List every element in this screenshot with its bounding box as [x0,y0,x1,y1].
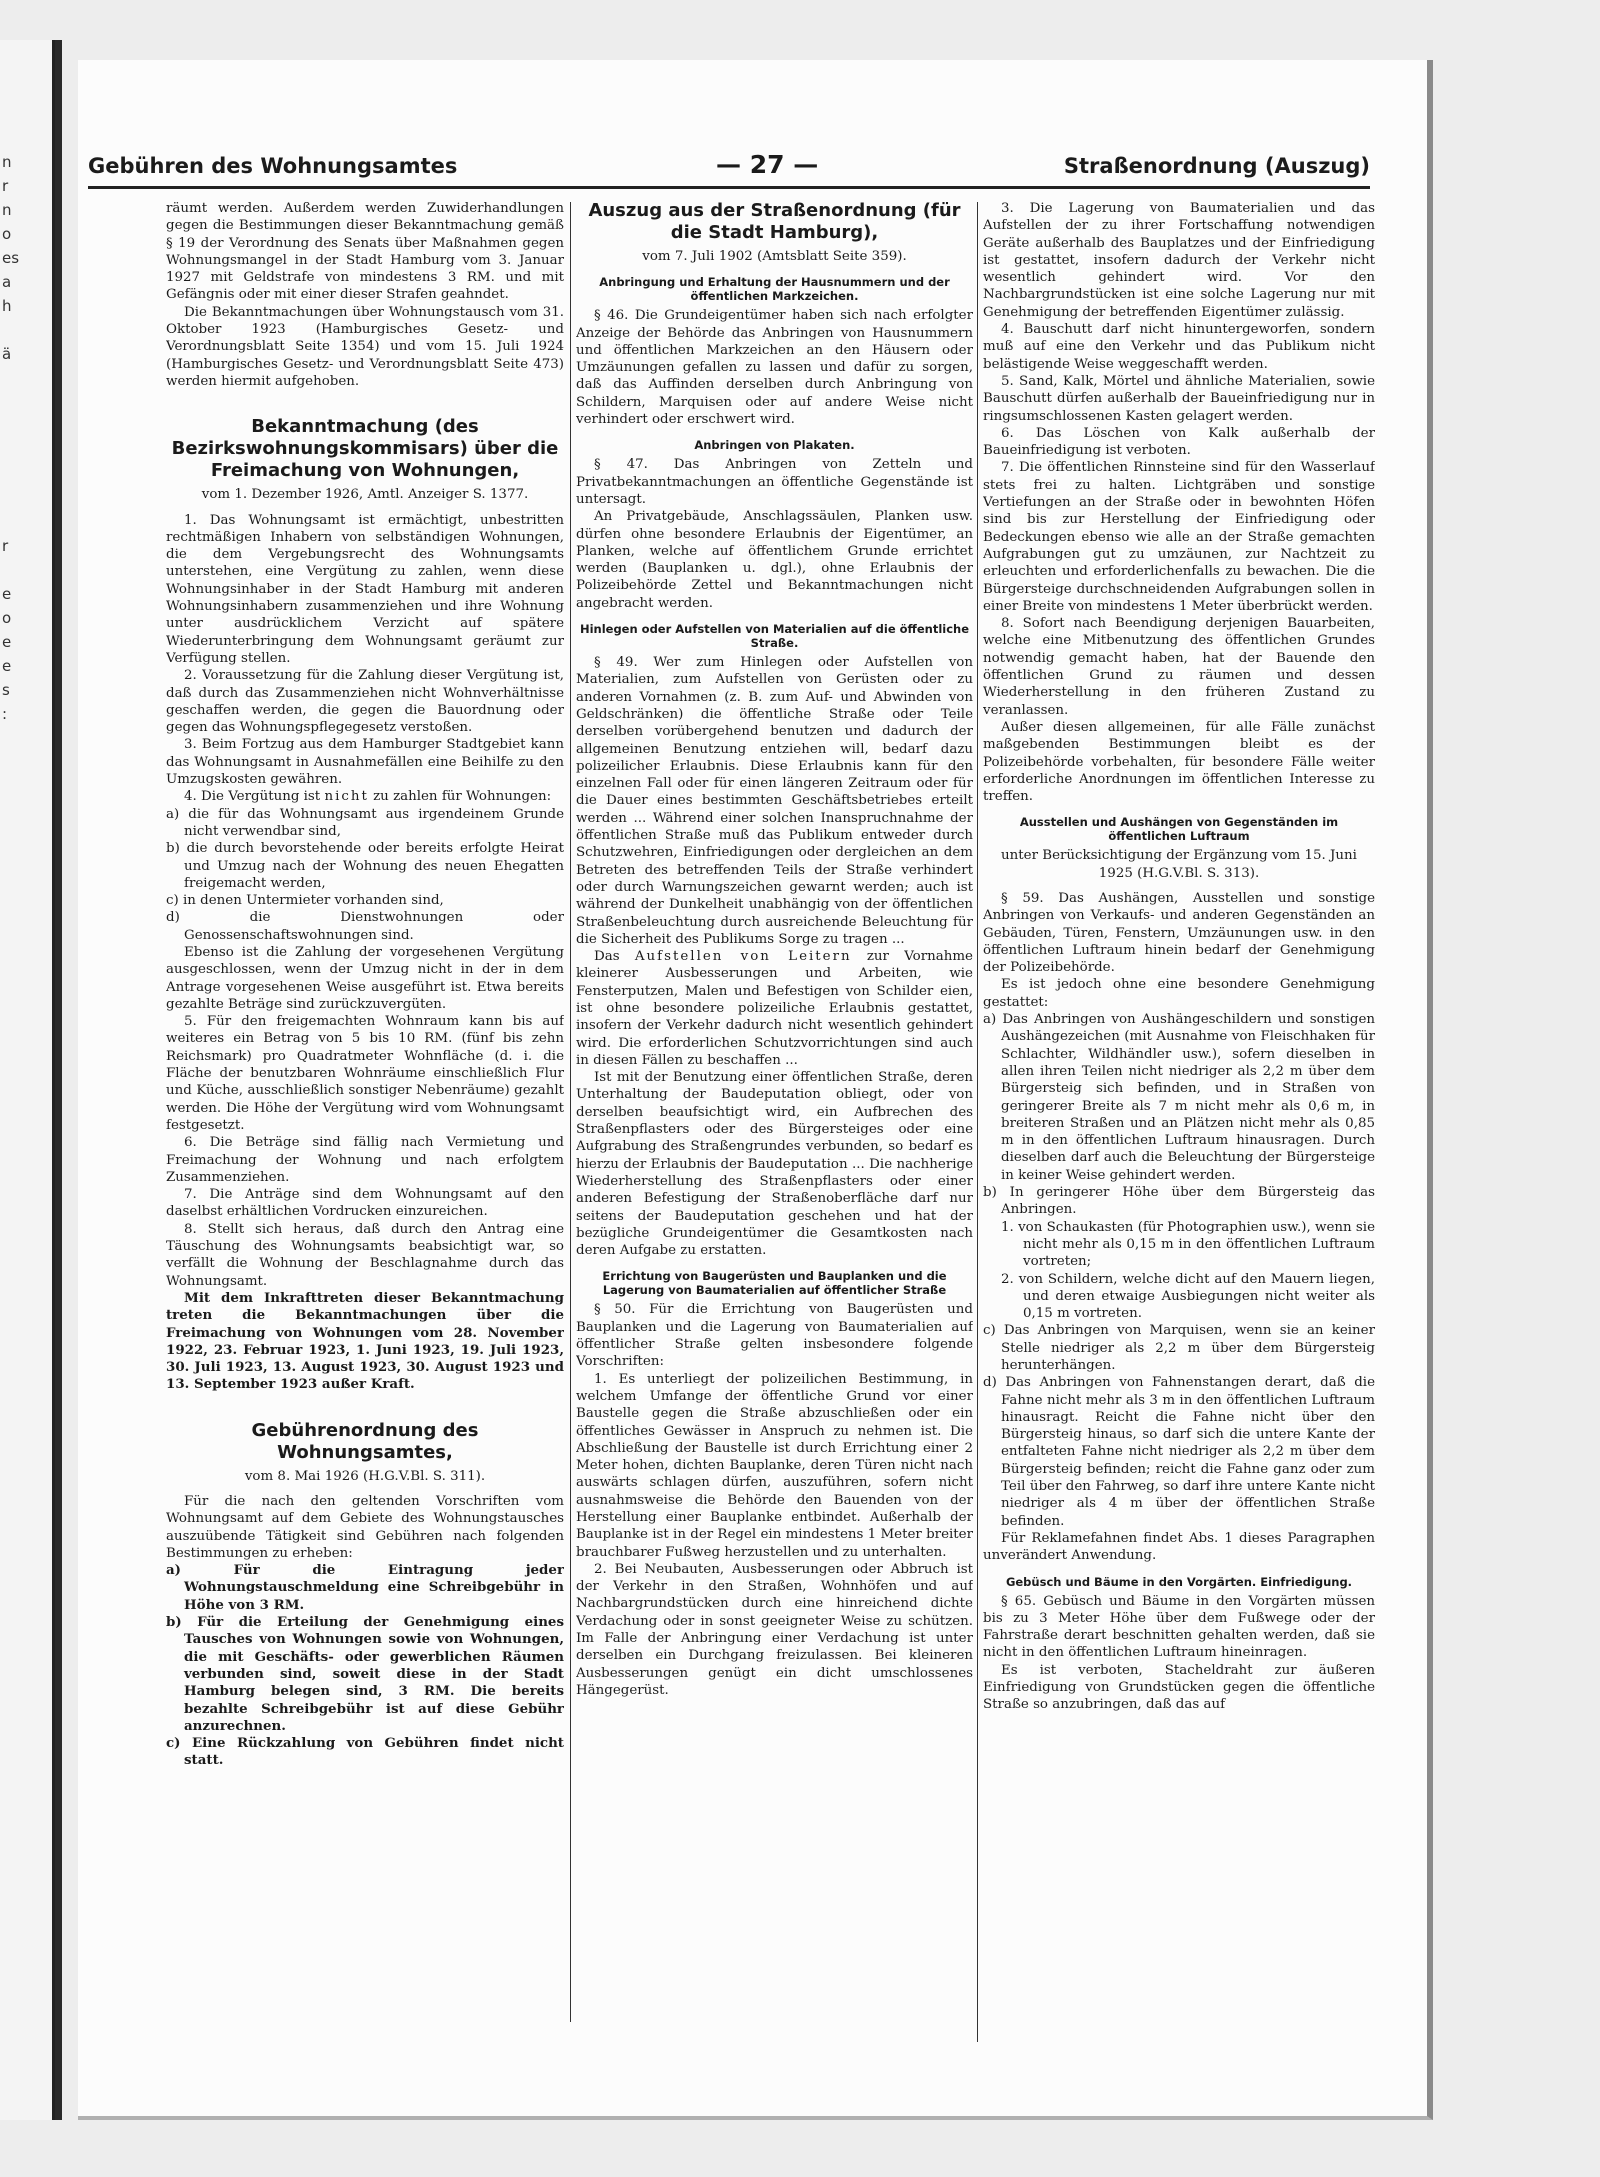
paragraph: 3. Die Lagerung von Baumaterialien und das Aufstellen der zu ihrer Fortschaffung notwendigen Geräte außerhalb des Bauplatzes und der Einfriedigung ist gestattet, insofern dadurch der Verkehr nicht wesentlich gehindert wird. Vor den Nachbargrundstücken ist eine solche Lagerung nur mit Genehmigung der betreffenden Eigentümer zulässig. [983,201,1375,320]
column-1 [166,200,564,1770]
paragraph: § 65. Gebüsch und Bäume in den Vorgärten müssen bis zu 3 Meter Höhe über dem Fußwege oder der Fahrstraße derart beschnitten gehalten werden, daß sie nicht in den öffentlichen Luftraum hineinragen. [983,1593,1375,1661]
margin-mark [2,390,42,414]
margin-mark: ä [2,345,12,363]
margin-mark: : [2,705,8,723]
section-title-freimachung: Bekanntmachung (des Bezirkswohnungskommisars) über die Freimachung von Wohnungen, [171,416,559,482]
subheading: Errichtung von Baugerüsten und Bauplanken und die Lagerung von Baumaterialien auf öffentlicher Straße [602,1269,947,1298]
margin-mark: r [2,537,9,555]
margin-mark: n [2,153,12,171]
paragraph: 5. Für den freigemachten Wohnraum kann bis auf weiteres ein Betrag von 5 bis 10 RM. (fünf bis zehn Reichsmark) pro Quadratmeter Wohnfläche (d. i. die Fläche der benutzbaren Wohnräume einschließlich Flur und Küche, ausschließlich sonstiger Nebenräume) gezahlt werden. Die Höhe der Vergütung wird vom Wohnungsamt festgesetzt. [166,1014,564,1133]
margin-mark: n [2,201,12,219]
page-number: — 27 — [716,150,819,179]
paragraph: 5. Sand, Kalk, Mörtel und ähnliche Materialien, sowie Bauschutt dürfen außerhalb der Baueinfriedigung nur in ringsumschlossenen Kasten gelagert werden. [983,373,1375,424]
margin-mark [2,462,42,486]
text: 4. Die Vergütung ist [184,789,325,805]
list-item: c) Das Anbringen von Marquisen, wenn sie an keiner Stelle niedriger als 2,2 m über dem Bürgersteig herunterhängen. [983,1323,1375,1373]
margin-mark: a [2,273,12,291]
margin-mark [2,750,42,774]
list-item: a) Das Anbringen von Aushängeschildern und sonstigen Aushängezeichen (mit Ausnahme von Fleischhaken für Schlachter, Wildhändler usw.), sofern dieselben in allen ihren Teilen nicht niedriger als 2,2 m über dem Bürgersteig sich befinden, und in Straßen von geringerer Breite als 7 m nicht mehr als 0,6 m, in breiteren Straßen und an Plätzen nicht mehr als 0,85 m in den öffentlichen Luftraum hinausragen. Durch dieselben darf auch die Beleuchtung der Bürgersteige in keiner Weise gehindert werden. [983,1012,1375,1183]
column-2 [576,200,973,1699]
paragraph: Für Reklamefahnen findet Abs. 1 dieses Paragraphen unverändert Anwendung. [983,1530,1375,1564]
paragraph: § 50. Für die Errichtung von Baugerüsten und Bauplanken und die Lagerung von Baumaterialien auf öffentlicher Straße gelten insbesondere folgende Vorschriften: [576,1302,973,1370]
book-spine [55,40,62,2120]
paragraph: § 47. Das Anbringen von Zetteln und Privatbekanntmachungen an öffentliche Gegenstände ist untersagt. [576,457,973,507]
paragraph: An Privatgebäude, Anschlagssäulen, Planken usw. dürfen ohne besondere Erlaubnis der Eigentümer, an Planken, welche auf öffentlichem Grunde errichtet werden (Bauplanken u. dgl.), ohne Erlaubnis der Polizeibehörde Zettel und Bekanntmachungen nicht angebracht werden. [576,509,973,611]
paragraph: 7. Die Anträge sind dem Wohnungsamt auf den daselbst erhältlichen Vordrucken einzureichen. [166,1187,564,1220]
column-divider-1 [570,202,571,2022]
section-subtitle: vom 1. Dezember 1926, Amtl. Anzeiger S. 1377. [201,487,529,503]
subheading: Anbringung und Erhaltung der Hausnummern und der öffentlichen Markzeichen. [599,275,950,304]
paragraph: Außer diesen allgemeinen, für alle Fälle zunächst maßgebenden Bestimmungen bleibt es der Polizeibehörde vorbehalten, für besondere Fälle weiter erforderliche Anordnungen im öffentlichen Interesse zu treffen. [983,719,1375,805]
list-item: b) die durch bevorstehende oder bereits erfolgte Heirat und Umzug nach der Wohnung des neuen Ehegatten freigemacht werden, [166,841,564,891]
paragraph: 8. Stellt sich heraus, daß durch den Antrag eine Täuschung des Wohnungsamts beabsichtigt war, so verfällt die Wohnung der Beschlagnahme durch das Wohnungsamt. [166,1221,564,1289]
paragraph: 4. Bauschutt darf nicht hinuntergeworfen, sondern muß auf eine den Verkehr und das Publikum nicht belästigende Weise weggeschafft werden. [983,322,1375,372]
text: Das [594,949,635,965]
section-title-gebuehrenordnung: Gebührenordnung des Wohnungsamtes, [251,1419,479,1463]
paragraph: 1. Das Wohnungsamt ist ermächtigt, unbestritten rechtmäßigen Inhabern von selbständigen Wohnungen, die dem Vergebungsrecht des Wohnungsamts unterstehen, eine Vergütung zu zahlen, wenn diese Wohnungsinhaber in der Stadt Hamburg mit anderen Wohnungsinhabern zusammenziehen und ihre Wohnung unter ausdrücklichem Verzicht auf spätere Wiederunterbringung dem Wohnungsamt geräumt zur Verfügung stellen. [166,512,564,666]
spaced-text: Aufstellen von Leitern [634,949,852,965]
header-rule [88,186,1370,189]
subheading: Hinlegen oder Aufstellen von Materialien auf die öffentliche Straße. [579,622,970,651]
paragraph: Ist mit der Benutzung einer öffentlichen Straße, deren Unterhaltung der Baudeputation obliegt, oder von derselben beaufsichtigt wird, ein Aufbrechen des Straßenpflasters oder des Bürgersteiges oder eine Aufgrabung des Straßengrundes verbunden, so bedarf es hierzu der Erlaubnis der Baudeputation ... Die nachherige Wiederherstellung des Straßenpflasters oder einer anderen Befestigung der Straßenoberfläche darf nur seitens der Baudeputation geschehen und hat der bezügliche Grundeigentümer die Gesamtkosten nach deren Aufgabe zu erstatten. [576,1070,973,1259]
margin-mark [2,318,42,342]
page-header [88,98,1370,194]
margin-mark: e [2,585,12,603]
margin-mark: e [2,633,12,651]
paragraph: 7. Die öffentlichen Rinnsteine sind für den Wasserlauf stets frei zu halten. Lichtgräben und sonstige Vertiefungen an der Straße oder in bewohnten Höfen sind bis zur Herstellung der Einfriedigung oder Bedeckungen ebenso wie alle an der Straße gemachten Aufgrabungen gut zu umzäunen, zur Nachtzeit zu erleuchten und erforderlichenfalls zu bewachen. Die die Bürgersteige durchschneidenden Aufgrabungen sollen in einer Breite von mindestens 1 Meter überbrückt werden. [983,460,1375,614]
margin-mark: h [2,297,12,315]
subheading: Ausstellen und Aushängen von Gegenständen im öffentlichen Luftraum [1019,815,1339,844]
paragraph: 2. Voraussetzung für die Zahlung dieser Vergütung ist, daß durch das Zusammenziehen nicht Wohnverhältnisse geschaffen werden, die gegen die Bauordnung oder gegen das Wohnungspflegegesetz verstoßen. [166,668,564,736]
paragraph: Mit dem Inkrafttreten dieser Bekanntmachung treten die Bekanntmachungen über die Freimachung von Wohnungen vom 28. November 1922, 23. Februar 1923, 1. Juni 1923, 19. Juli 1923, 30. Juli 1923, 13. August 1923, 30. August 1923 und 13. September 1923 außer Kraft. [166,1289,564,1393]
margin-mark: r [2,177,9,195]
paragraph: Es ist verboten, Stacheldraht zur äußeren Einfriedigung von Grundstücken gegen die öffentliche Straße so anzubringen, daß das auf [983,1662,1375,1713]
margin-mark [2,726,42,750]
margin-mark [2,414,42,438]
section-title-strassenordnung: Auszug aus der Straßenordnung (für die Stadt Hamburg), [588,200,961,243]
margin-mark: e [2,657,12,675]
margin-mark [2,366,42,390]
margin-mark: es [2,249,20,267]
margin-mark [2,774,42,798]
header-left-title: Gebühren des Wohnungsamtes [88,154,458,178]
paragraph: § 59. Das Aushängen, Ausstellen und sonstige Anbringen von Verkaufs- und anderen Gegenständen an Gebäuden, Türen, Fenstern, Umzäunungen usw. in den öffentlichen Luftraum hinein bedarf der Genehmigung der Polizeibehörde. [983,890,1375,976]
margin-mark: o [2,609,12,627]
section-subtitle: vom 7. Juli 1902 (Amtsblatt Seite 359). [642,249,907,264]
list-item: c) Eine Rückzahlung von Gebühren findet nicht statt. [166,1735,564,1769]
paragraph: Die Bekanntmachungen über Wohnungstausch vom 31. Oktober 1923 (Hamburgisches Gesetz- und Verordnungsblatt Seite 1354) und vom 15. Juli 1924 (Hamburgisches Gesetz- und Verordnungsblatt Seite 473) werden hiermit aufgehoben. [166,304,564,389]
subheading: Anbringen von Plakaten. [694,438,855,453]
list-item: c) in denen Untermieter vorhanden sind, [166,893,444,909]
margin-marks [2,150,42,798]
text: zur Vornahme kleinerer Ausbesserungen und Arbeiten, wie Fensterputzen, Malen und Befestigen von Schilder eien, ist ohne besondere polizeiliche Erlaubnis gestattet, insofern der Verkehr dadurch nicht wesentlich gehindert wird. Die erforderlichen Schutzvorrichtungen sind auch in diesen Fällen zu beschaffen ... [576,949,973,1068]
list-item: d) Das Anbringen von Fahnenstangen derart, daß die Fahne nicht mehr als 3 m in den öffentlichen Luftraum hinausragt. Reicht die Fahne nicht über den Bürgersteig hinaus, so darf sich die untere Kante der entfalteten Fahne nicht niedriger als 2,2 m über dem Bürgersteig befinden; reicht die Fahne ganz oder zum Teil über den Fahrweg, so darf ihre untere Kante nicht niedriger als 4 m über der öffentlichen Straße befinden. [983,1375,1375,1529]
margin-mark [2,486,42,510]
paragraph [576,948,973,1069]
paragraph: Ebenso ist die Zahlung der vorgesehenen Vergütung ausgeschlossen, wenn der Umzug nicht in der in dem Antrage vorgesehenen Weise ausgeführt ist. Etwa bereits gezahlte Beträge sind zurückzuvergüten. [166,944,564,1012]
paragraph: 6. Das Löschen von Kalk außerhalb der Baueinfriedigung ist verboten. [983,425,1375,459]
paragraph: Es ist jedoch ohne eine besondere Genehmigung gestattet: [983,977,1375,1010]
margin-mark [2,510,42,534]
section-subtitle: unter Berücksichtigung der Ergänzung vom 15. Juni 1925 (H.G.V.Bl. S. 313). [1001,848,1357,881]
header-right-title: Straßenordnung (Auszug) [1063,154,1370,178]
paragraph: räumt werden. Außerdem werden Zuwiderhandlungen gegen die Bestimmungen dieser Bekanntmachung gemäß § 19 der Verordnung des Senats über Maßnahmen gegen Wohnungsmangel in der Stadt Hamburg vom 3. Januar 1927 mit Geldstrafe von mindestens 3 RM. und mit Gefängnis oder mit einer dieser Strafen geahndet. [166,201,564,303]
list-item: b) In geringerer Höhe über dem Bürgersteig das Anbringen. [983,1185,1375,1218]
list-item: b) Für die Erteilung der Genehmigung eines Tausches von Wohnungen sowie von Wohnungen, die mit Geschäfts- oder gewerblichen Räumen verbunden sind, soweit diese in der Stadt Hamburg belegen sind, 3 RM. Die bereits bezahlte Schreibgebühr ist auf diese Gebühr anzurechnen. [166,1614,564,1734]
list-item: a) Für die Eintragung jeder Wohnungstauschmeldung eine Schreibgebühr in Höhe von 3 RM. [166,1562,564,1613]
list-item: a) die für das Wohnungsamt aus irgendeinem Grunde nicht verwendbar sind, [166,806,564,839]
margin-mark: s [2,681,10,699]
paragraph: 2. Bei Neubauten, Ausbesserungen oder Abbruch ist der Verkehr in den Straßen, Wohnhöfen und auf Nachbargrundstücken durch eine hinreichend dichte Verdachung oder in sonst geeigneter Weise zu schützen. Im Falle der Anbringung einer Verdachung ist unter derselben ein Durchgang freizulassen. Bei kleineren Ausbesserungen genügt ein dicht umschlossenes Hängegerüst. [576,1561,973,1698]
column-3 [983,200,1375,1714]
paragraph: 8. Sofort nach Beendigung derjenigen Bauarbeiten, welche eine Mitbenutzung des öffentlichen Grundes notwendig gemacht haben, hat der Bauende den öffentlichen Grund zu räumen und dessen Wiederherstellung in den früheren Zustand zu veranlassen. [983,616,1375,718]
paragraph: § 49. Wer zum Hinlegen oder Aufstellen von Materialien, zum Aufstellen von Gerüsten oder zu anderen Vornahmen (z. B. zum Auf- und Abwinden von Geldschränken) die öffentliche Straße oder Teile derselben vorübergehend benutzen und dadurch der allgemeinen Benutzung entziehen will, bedarf dazu polizeilicher Erlaubnis. Diese Erlaubnis kann für den einzelnen Fall oder für einen längeren Zeitraum oder für die Dauer eines bestimmten Geschäftsbetriebes erteilt werden ... Während einer solchen Inanspruchnahme der öffentlichen Straße muß das Publikum entweder durch Schutzwehren, Einfriedigungen oder dergleichen an dem Betreten des betreffenden Teils der Straße verhindert oder durch Warnungszeichen gewarnt werden; auch ist während der Dunkelheit unabhängig von der öffentlichen Straßenbeleuchtung durch ausreichende Beleuchtung für die Sicherheit des Publikums Sorge zu tragen ... [576,655,973,947]
list-item: d) die Dienstwohnungen oder Genossenschaftswohnungen sind. [166,910,564,943]
list-item: 1. von Schaukasten (für Photographien usw.), wenn sie nicht mehr als 0,15 m in den öffentlichen Luftraum vortreten; [1001,1219,1375,1270]
margin-mark [2,558,42,582]
paragraph: Für die nach den geltenden Vorschriften vom Wohnungsamt auf dem Gebiete des Wohnungstausches auszuübende Tätigkeit sind Gebühren nach folgenden Bestimmungen zu erheben: [166,1494,564,1561]
paragraph: 1. Es unterliegt der polizeilichen Bestimmung, in welchem Umfange der öffentliche Grund vor einer Baustelle gegen die Straße abzuschließen oder ein öffentliches Gewässer in Anspruch zu nehmen ist. Die Abschließung der Baustelle ist durch Errichtung einer 2 Meter hohen, dichten Bauplanke, deren Türen nicht nach auswärts schlagen dürfen, auszuführen, sofern nicht ausnahmsweise die Behörde den Bauenden von der Herstellung einer Bauplanke entbindet. Außerhalb der Bauplanke ist in der Regel ein mindestens 1 Meter breiter brauchbarer Fußweg herzustellen und zu unterhalten. [576,1371,973,1560]
previous-page-edge [0,40,55,2120]
paragraph [166,788,564,805]
text: zu zahlen für Wohnungen: [368,789,552,805]
margin-mark [2,438,42,462]
section-subtitle: vom 8. Mai 1926 (H.G.V.Bl. S. 311). [244,1468,486,1484]
column-divider-2 [977,202,978,2042]
list-item: 2. von Schildern, welche dicht auf den Mauern liegen, und deren etwaige Ausbiegungen nicht weiter als 0,15 m vortreten. [1001,1271,1375,1322]
spaced-text: nicht [324,789,369,805]
subheading: Gebüsch und Bäume in den Vorgärten. Einfriedigung. [1005,1574,1353,1589]
margin-mark: o [2,225,12,243]
paragraph: 3. Beim Fortzug aus dem Hamburger Stadtgebiet kann das Wohnungsamt in Ausnahmefällen eine Beihilfe zu den Umzugskosten gewähren. [166,737,564,788]
paragraph: § 46. Die Grundeigentümer haben sich nach erfolgter Anzeige der Behörde das Anbringen von Hausnummern und öffentlichen Markzeichen an den Häusern oder Umzäunungen gefallen zu lassen und dafür zu sorgen, daß das Auffinden derselben durch Anbringung von Schildern, Marquisen oder auf andere Weise nicht verhindert oder erschwert wird. [576,308,973,428]
paragraph: 6. Die Beträge sind fällig nach Vermietung und Freimachung der Wohnung und nach erfolgtem Zusammenziehen. [166,1135,564,1185]
